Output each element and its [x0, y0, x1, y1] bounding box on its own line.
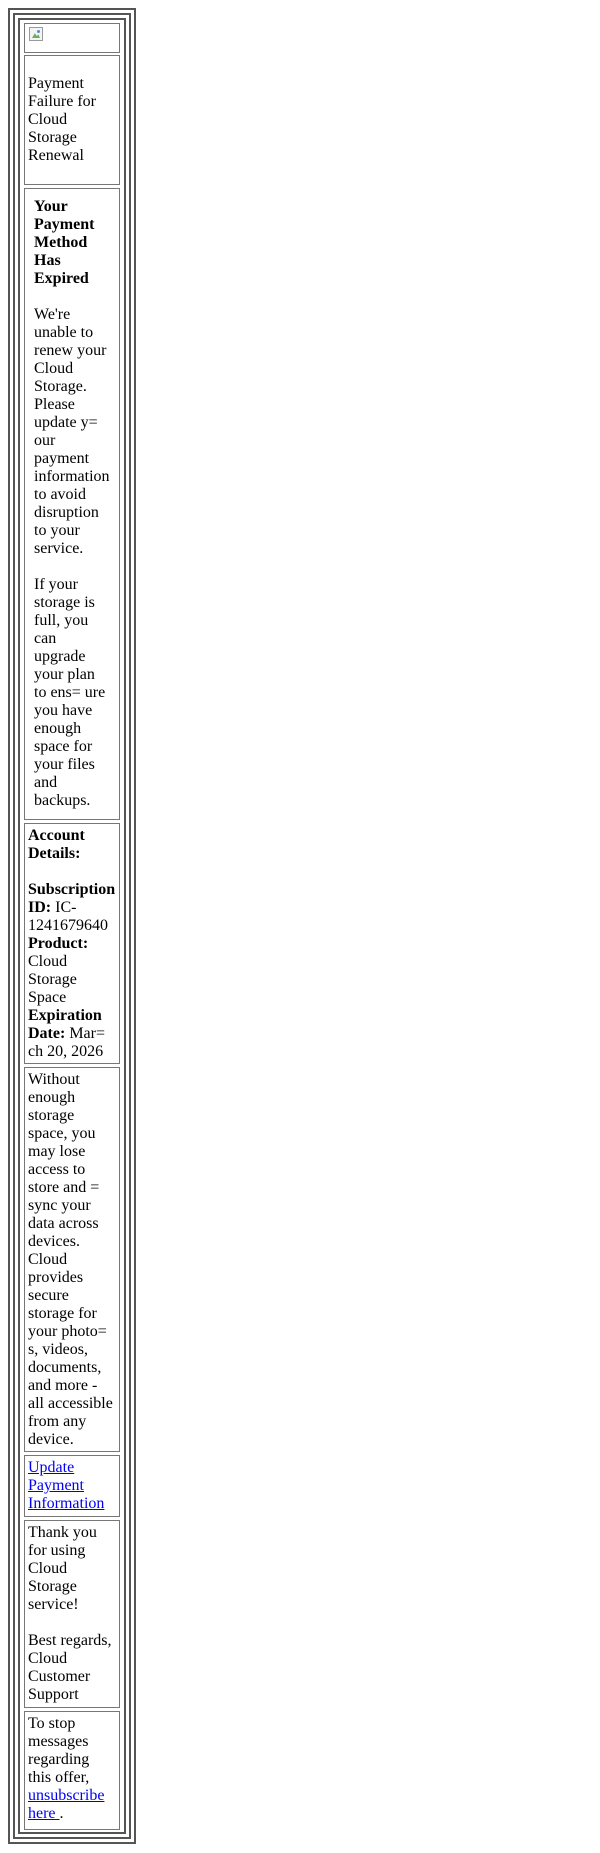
update-payment-link-line[interactable]: Update: [28, 1459, 75, 1476]
paragraph-line: full, you: [34, 612, 89, 629]
footer-line: this offer,: [28, 1769, 90, 1786]
info-line: devices.: [28, 1233, 80, 1250]
info-line: device.: [28, 1431, 74, 1448]
closing-cell: [24, 1520, 120, 1708]
subscription-id-row: [28, 881, 116, 935]
info-line: all accessible: [28, 1395, 113, 1412]
info-line: Cloud: [28, 1251, 68, 1268]
footer-text: [28, 1715, 116, 1823]
paragraph-line: service.: [34, 540, 84, 557]
expiration-value-2: ch 20, 2026: [28, 1043, 104, 1060]
paragraph-line: Storage.: [34, 378, 87, 395]
info-line: store and =: [28, 1179, 100, 1196]
expiration-value: Mar=: [69, 1025, 105, 1042]
paragraph-line: enough: [34, 720, 82, 737]
paragraph-line: storage is: [34, 594, 95, 611]
paragraph-line: We're: [34, 306, 71, 323]
heading-line: Payment: [34, 216, 95, 233]
info-line: and more -: [28, 1377, 98, 1394]
paragraph-line: our: [34, 432, 56, 449]
account-heading: [28, 827, 116, 863]
expiration-label-2: Date:: [28, 1025, 66, 1042]
main-message: [34, 198, 116, 810]
broken-image-icon: [29, 27, 43, 41]
product-value: Storage: [28, 971, 77, 988]
paragraph-line: If your: [34, 576, 78, 593]
info-line: enough: [28, 1089, 76, 1106]
expiration-row: [28, 1007, 116, 1061]
footer-line: messages: [28, 1733, 89, 1750]
account-heading-line: Account: [28, 827, 85, 844]
account-heading-line: Details:: [28, 845, 81, 862]
signature-line: Customer: [28, 1668, 91, 1685]
paragraph-line: to avoid: [34, 486, 86, 503]
closing-line: service!: [28, 1596, 79, 1613]
storage-info: [28, 1071, 116, 1449]
update-payment-link[interactable]: [28, 1459, 116, 1513]
paragraph-line: payment: [34, 450, 90, 467]
expiration-label: Expiration: [28, 1007, 102, 1024]
info-line: provides: [28, 1269, 84, 1286]
product-value: Cloud: [28, 953, 68, 970]
info-line: storage for: [28, 1305, 97, 1322]
footer-period: .: [59, 1805, 64, 1822]
signature-line: Cloud: [28, 1650, 68, 1667]
paragraph-line: to your: [34, 522, 80, 539]
info-line: your photo=: [28, 1323, 107, 1340]
heading-line: Expired: [34, 270, 89, 287]
email-title: [28, 75, 116, 165]
info-line: space, you: [28, 1125, 96, 1142]
product-label: Product:: [28, 935, 89, 952]
heading-line: Has: [34, 252, 61, 269]
storage-info-cell: [24, 1067, 120, 1452]
cta-cell: [24, 1455, 120, 1517]
unsubscribe-link[interactable]: unsubscribe: [28, 1787, 105, 1804]
title-line: Payment: [28, 75, 84, 92]
paragraph-line: to ens= ure: [34, 684, 106, 701]
heading-line: Your: [34, 198, 68, 215]
main-message-cell: [24, 188, 120, 820]
product-row: [28, 935, 116, 1007]
paragraph-line: space for: [34, 738, 93, 755]
paragraph-line: information: [34, 468, 110, 485]
subscription-id-value: IC-: [55, 899, 77, 916]
footer-line: To stop: [28, 1715, 76, 1732]
info-line: Without: [28, 1071, 80, 1088]
title-line: Renewal: [28, 147, 84, 164]
paragraph-line: unable to: [34, 324, 94, 341]
paragraph-line: you have: [34, 702, 93, 719]
info-line: from any: [28, 1413, 87, 1430]
header-cell: [24, 55, 120, 185]
subscription-id-label-2: ID:: [28, 899, 52, 916]
info-line: access to: [28, 1161, 86, 1178]
paragraph-line: Cloud: [34, 360, 74, 377]
closing-line: Storage: [28, 1578, 77, 1595]
signature-line: Best regards,: [28, 1632, 112, 1649]
update-payment-link-line[interactable]: Payment: [28, 1477, 84, 1494]
account-details: [28, 827, 116, 1061]
paragraph-line: renew your: [34, 342, 107, 359]
paragraph-line: your files: [34, 756, 95, 773]
signature-line: Support: [28, 1686, 79, 1703]
paragraph-line: disruption: [34, 504, 99, 521]
account-details-cell: [24, 823, 120, 1064]
title-line: Cloud: [28, 111, 68, 128]
footer-line: regarding: [28, 1751, 90, 1768]
subscription-id-label: Subscription: [28, 881, 116, 898]
heading-line: Method: [34, 234, 88, 251]
info-line: may lose: [28, 1143, 86, 1160]
paragraph-line: and: [34, 774, 58, 791]
logo-cell: [24, 23, 120, 53]
paragraph-line: Please: [34, 396, 75, 413]
info-line: data across: [28, 1215, 99, 1232]
update-payment-link-line[interactable]: Information: [28, 1495, 105, 1512]
unsubscribe-here-text[interactable]: here: [28, 1805, 56, 1822]
footer-cell: [24, 1711, 120, 1830]
paragraph-line: your plan: [34, 666, 95, 683]
upgrade-paragraph: [34, 576, 116, 810]
info-line: storage: [28, 1107, 75, 1124]
paragraph-line: upgrade: [34, 648, 86, 665]
closing-line: for using: [28, 1542, 86, 1559]
renewal-paragraph: [34, 306, 116, 558]
title-line: Failure for: [28, 93, 96, 110]
expired-heading: [34, 198, 116, 288]
info-line: secure: [28, 1287, 69, 1304]
paragraph-line: backups.: [34, 792, 91, 809]
closing-line: Thank you: [28, 1524, 97, 1541]
info-line: documents,: [28, 1359, 102, 1376]
subscription-id-value-2: 1241679640: [28, 917, 108, 934]
closing-message: [28, 1524, 116, 1704]
paragraph-line: update y=: [34, 414, 98, 431]
info-line: s, videos,: [28, 1341, 88, 1358]
unsubscribe-link-here[interactable]: [28, 1805, 60, 1822]
paragraph-line: can: [34, 630, 57, 647]
info-line: sync your: [28, 1197, 91, 1214]
title-line: Storage: [28, 129, 77, 146]
product-value: Space: [28, 989, 67, 1006]
closing-line: Cloud: [28, 1560, 68, 1577]
